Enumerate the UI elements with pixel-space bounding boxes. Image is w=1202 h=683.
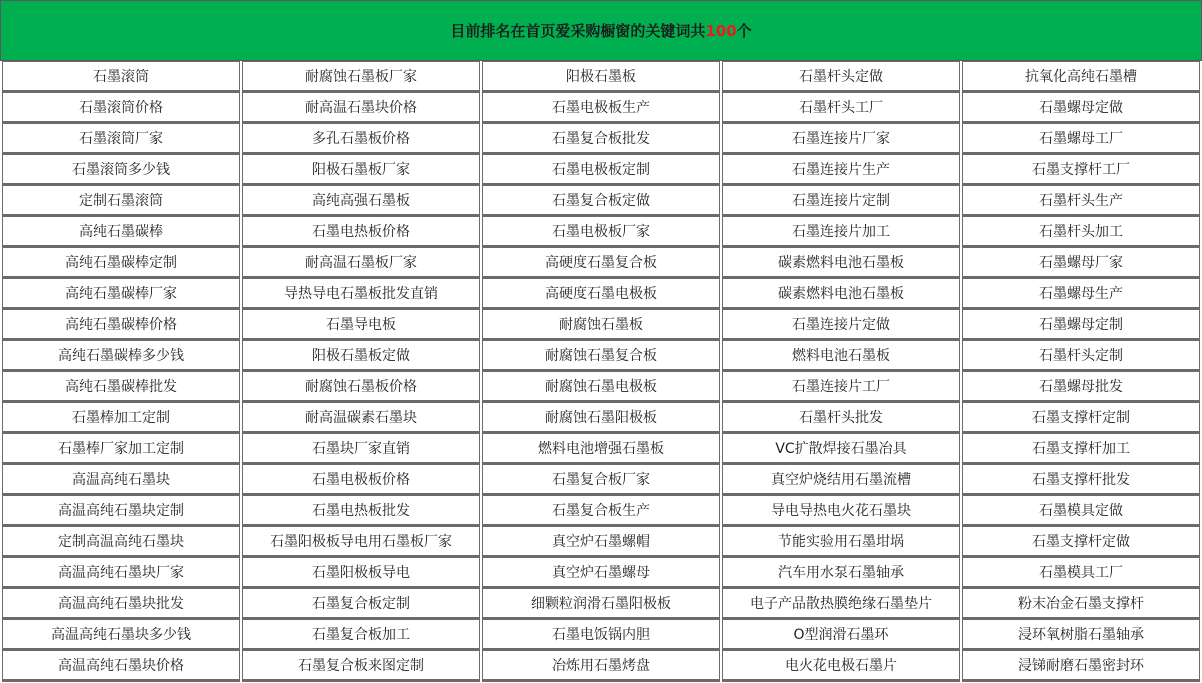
keyword-cell: 定制高温高纯石墨块: [2, 527, 240, 558]
table-row: [2, 465, 1200, 496]
keyword-cell: 阳极石墨板厂家: [242, 155, 480, 186]
keyword-cell: 石墨复合板加工: [242, 620, 480, 651]
table-row: [2, 558, 1200, 589]
table-row: [2, 310, 1200, 341]
keyword-cell: 多孔石墨板价格: [242, 124, 480, 155]
table-row: [2, 372, 1200, 403]
keyword-cell: 石墨支撑杆定制: [962, 403, 1200, 434]
header-banner: [0, 0, 1202, 61]
keyword-cell: VC扩散焊接石墨冶具: [722, 434, 960, 465]
keyword-cell: 耐腐蚀石墨板厂家: [242, 61, 480, 93]
keyword-cell: 石墨螺母生产: [962, 279, 1200, 310]
keyword-cell: 碳素燃料电池石墨板: [722, 279, 960, 310]
keyword-cell: 石墨连接片生产: [722, 155, 960, 186]
keyword-cell: 节能实验用石墨坩埚: [722, 527, 960, 558]
keyword-cell: 燃料电池石墨板: [722, 341, 960, 372]
keyword-cell: 石墨杆头批发: [722, 403, 960, 434]
keyword-cell: 真空炉石墨螺母: [482, 558, 720, 589]
table-row: [2, 651, 1200, 682]
keyword-cell: 导电导热电火花石墨块: [722, 496, 960, 527]
keyword-cell: 石墨滚筒价格: [2, 93, 240, 124]
keyword-cell: 耐腐蚀石墨电极板: [482, 372, 720, 403]
keyword-cell: 耐腐蚀石墨板: [482, 310, 720, 341]
keyword-cell: 石墨螺母定做: [962, 93, 1200, 124]
keyword-cell: 碳素燃料电池石墨板: [722, 248, 960, 279]
keyword-cell: 高纯石墨碳棒定制: [2, 248, 240, 279]
table-row: [2, 217, 1200, 248]
keyword-cell: 石墨螺母批发: [962, 372, 1200, 403]
keyword-cell: 石墨模具工厂: [962, 558, 1200, 589]
table-row: [2, 61, 1200, 93]
keyword-cell: 高纯石墨碳棒: [2, 217, 240, 248]
keyword-cell: 耐腐蚀石墨板价格: [242, 372, 480, 403]
keyword-cell: 石墨连接片厂家: [722, 124, 960, 155]
keyword-cell: 抗氧化高纯石墨槽: [962, 61, 1200, 93]
keyword-cell: 石墨复合板批发: [482, 124, 720, 155]
keyword-cell: 石墨电极板生产: [482, 93, 720, 124]
table-row: [2, 527, 1200, 558]
table-row: [2, 248, 1200, 279]
keyword-cell: 高硬度石墨电极板: [482, 279, 720, 310]
keyword-cell: 石墨电饭锅内胆: [482, 620, 720, 651]
keyword-cell: 耐腐蚀石墨复合板: [482, 341, 720, 372]
keyword-cell: 石墨阳极板导电: [242, 558, 480, 589]
keyword-cell: 粉末冶金石墨支撑杆: [962, 589, 1200, 620]
keyword-cell: 石墨螺母工厂: [962, 124, 1200, 155]
keyword-cell: 高纯高强石墨板: [242, 186, 480, 217]
table-row: [2, 341, 1200, 372]
keyword-cell: 阳极石墨板: [482, 61, 720, 93]
keyword-cell: 石墨杆头加工: [962, 217, 1200, 248]
keyword-cell: 石墨电极板价格: [242, 465, 480, 496]
keyword-cell: 石墨螺母厂家: [962, 248, 1200, 279]
keyword-cell: 石墨电极板厂家: [482, 217, 720, 248]
keyword-cell: 定制石墨滚筒: [2, 186, 240, 217]
table-row: [2, 93, 1200, 124]
keyword-cell: 高温高纯石墨块厂家: [2, 558, 240, 589]
header-suffix: 个: [736, 22, 752, 40]
table-row: [2, 620, 1200, 651]
keyword-cell: 石墨杆头定做: [722, 61, 960, 93]
table-row: [2, 124, 1200, 155]
keyword-cell: 耐高温石墨块价格: [242, 93, 480, 124]
keyword-cell: 高温高纯石墨块批发: [2, 589, 240, 620]
keyword-cell: 细颗粒润滑石墨阳极板: [482, 589, 720, 620]
keyword-cell: 高纯石墨碳棒价格: [2, 310, 240, 341]
keyword-cell: 耐高温碳素石墨块: [242, 403, 480, 434]
keyword-cell: 石墨滚筒多少钱: [2, 155, 240, 186]
keyword-cell: 石墨连接片定制: [722, 186, 960, 217]
keyword-count: 100: [705, 21, 737, 40]
keyword-cell: 石墨连接片定做: [722, 310, 960, 341]
keyword-cell: 高纯石墨碳棒厂家: [2, 279, 240, 310]
table-row: [2, 279, 1200, 310]
keyword-cell: O型润滑石墨环: [722, 620, 960, 651]
keyword-cell: 石墨滚筒: [2, 61, 240, 93]
keyword-cell: 石墨滚筒厂家: [2, 124, 240, 155]
keyword-cell: 汽车用水泵石墨轴承: [722, 558, 960, 589]
keyword-cell: 石墨复合板生产: [482, 496, 720, 527]
keyword-cell: 石墨杆头工厂: [722, 93, 960, 124]
keyword-cell: 石墨块厂家直销: [242, 434, 480, 465]
keyword-cell: 石墨连接片工厂: [722, 372, 960, 403]
keyword-cell: 石墨电热板价格: [242, 217, 480, 248]
keyword-cell: 石墨模具定做: [962, 496, 1200, 527]
keyword-cell: 高纯石墨碳棒批发: [2, 372, 240, 403]
keyword-cell: 真空炉烧结用石墨流槽: [722, 465, 960, 496]
keyword-cell: 高温高纯石墨块价格: [2, 651, 240, 682]
keyword-cell: 高纯石墨碳棒多少钱: [2, 341, 240, 372]
keyword-cell: 冶炼用石墨烤盘: [482, 651, 720, 682]
keyword-cell: 石墨复合板厂家: [482, 465, 720, 496]
keyword-cell: 高温高纯石墨块多少钱: [2, 620, 240, 651]
keyword-cell: 电子产品散热膜绝缘石墨垫片: [722, 589, 960, 620]
table-row: [2, 589, 1200, 620]
table-row: [2, 186, 1200, 217]
keyword-cell: 石墨电极板定制: [482, 155, 720, 186]
keyword-cell: 阳极石墨板定做: [242, 341, 480, 372]
table-row: [2, 403, 1200, 434]
table-row: [2, 496, 1200, 527]
keyword-cell: 石墨支撑杆加工: [962, 434, 1200, 465]
keyword-cell: 浸环氧树脂石墨轴承: [962, 620, 1200, 651]
keyword-cell: 导热导电石墨板批发直销: [242, 279, 480, 310]
keyword-cell: 真空炉石墨螺帽: [482, 527, 720, 558]
keyword-cell: 石墨电热板批发: [242, 496, 480, 527]
keyword-cell: 石墨支撑杆定做: [962, 527, 1200, 558]
keyword-table-body: [2, 61, 1200, 682]
keyword-cell: 燃料电池增强石墨板: [482, 434, 720, 465]
keyword-cell: 石墨连接片加工: [722, 217, 960, 248]
keyword-cell: 石墨复合板定制: [242, 589, 480, 620]
keyword-cell: 石墨杆头定制: [962, 341, 1200, 372]
table-row: [2, 155, 1200, 186]
keyword-cell: 浸锑耐磨石墨密封环: [962, 651, 1200, 682]
keyword-cell: 石墨支撑杆工厂: [962, 155, 1200, 186]
keyword-cell: 石墨复合板来图定制: [242, 651, 480, 682]
keyword-cell: 石墨导电板: [242, 310, 480, 341]
keyword-cell: 高温高纯石墨块: [2, 465, 240, 496]
keyword-cell: 耐高温石墨板厂家: [242, 248, 480, 279]
keyword-cell: 石墨棒加工定制: [2, 403, 240, 434]
keyword-cell: 石墨复合板定做: [482, 186, 720, 217]
table-row: [2, 434, 1200, 465]
keyword-cell: 高温高纯石墨块定制: [2, 496, 240, 527]
keyword-cell: 石墨阳极板导电用石墨板厂家: [242, 527, 480, 558]
keyword-cell: 高硬度石墨复合板: [482, 248, 720, 279]
keyword-cell: 石墨棒厂家加工定制: [2, 434, 240, 465]
keyword-cell: 石墨支撑杆批发: [962, 465, 1200, 496]
keyword-table: [0, 61, 1202, 682]
keyword-cell: 石墨螺母定制: [962, 310, 1200, 341]
keyword-cell: 石墨杆头生产: [962, 186, 1200, 217]
keyword-cell: 耐腐蚀石墨阳极板: [482, 403, 720, 434]
keyword-cell: 电火花电极石墨片: [722, 651, 960, 682]
header-prefix: 目前排名在首页爱采购橱窗的关键词共: [450, 22, 706, 40]
